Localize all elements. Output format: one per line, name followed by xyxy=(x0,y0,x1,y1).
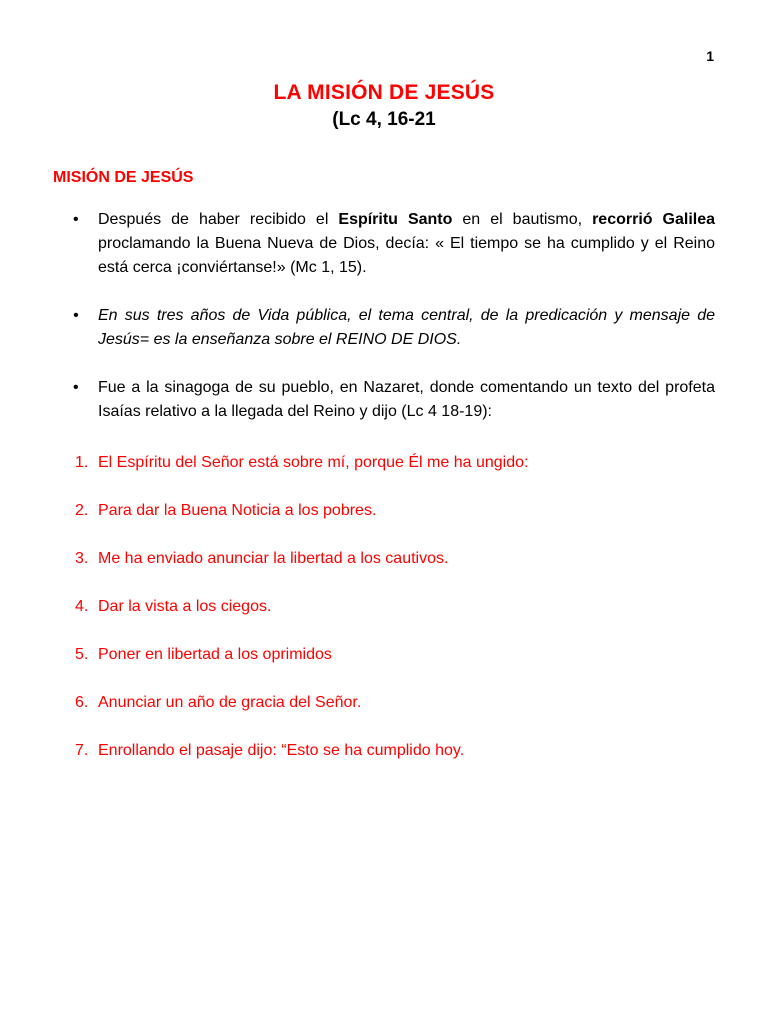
bullet-bold-text: recorrió Galilea xyxy=(592,211,716,228)
bullet-text-part: Después de haber recibido el xyxy=(98,211,339,228)
bullet-bold-text: Espíritu Santo xyxy=(338,211,453,228)
bullet-text-part: proclamando la Buena Nueva de Dios, decía: « El tiempo se ha cumplido y el Reino está cerca ¡conviértanse!» (Mc 1, 15). xyxy=(98,235,715,276)
item-number: 5. xyxy=(75,646,89,663)
section-heading: MISIÓN DE JESÚS xyxy=(53,169,194,186)
item-number: 2. xyxy=(75,502,89,519)
bullet-text: Fue a la sinagoga de su pueblo, en Nazaret, donde comentando un texto del profeta Isaías relativo a la llegada del Reino y dijo (Lc 4 18-19): xyxy=(98,379,715,420)
item-number: 4. xyxy=(75,598,89,615)
document-subtitle: (Lc 4, 16-21 xyxy=(332,109,436,130)
bullet-dot-icon: • xyxy=(73,211,79,228)
item-number: 1. xyxy=(75,454,89,471)
numbered-list xyxy=(75,451,715,787)
bullet-list xyxy=(73,208,715,448)
numbered-item xyxy=(75,691,715,715)
item-text: El Espíritu del Señor está sobre mí, porque Él me ha ungido: xyxy=(98,454,529,471)
bullet-text: En sus tres años de Vida pública, el tema central, de la predicación y mensaje de Jesús= es la enseñanza sobre el REINO DE DIOS. xyxy=(98,307,715,348)
bullet-item-2 xyxy=(73,304,715,352)
item-text: Dar la vista a los ciegos. xyxy=(98,598,272,615)
numbered-item xyxy=(75,739,715,763)
numbered-item xyxy=(75,595,715,619)
bullet-item-1 xyxy=(73,208,715,280)
bullet-dot-icon: • xyxy=(73,379,79,396)
item-number: 7. xyxy=(75,742,89,759)
item-text: Enrollando el pasaje dijo: “Esto se ha cumplido hoy. xyxy=(98,742,465,759)
item-text: Anunciar un año de gracia del Señor. xyxy=(98,694,362,711)
bullet-text-part: en el bautismo, xyxy=(452,211,593,228)
numbered-item xyxy=(75,499,715,523)
bullet-dot-icon: • xyxy=(73,307,79,324)
item-number: 3. xyxy=(75,550,89,567)
numbered-item xyxy=(75,547,715,571)
page-number: 1 xyxy=(706,48,714,64)
document-title: LA MISIÓN DE JESÚS xyxy=(273,81,495,104)
numbered-item xyxy=(75,643,715,667)
item-text: Para dar la Buena Noticia a los pobres. xyxy=(98,502,377,519)
bullet-item-3 xyxy=(73,376,715,424)
numbered-item xyxy=(75,451,715,475)
item-number: 6. xyxy=(75,694,89,711)
item-text: Me ha enviado anunciar la libertad a los cautivos. xyxy=(98,550,449,567)
item-text: Poner en libertad a los oprimidos xyxy=(98,646,332,663)
